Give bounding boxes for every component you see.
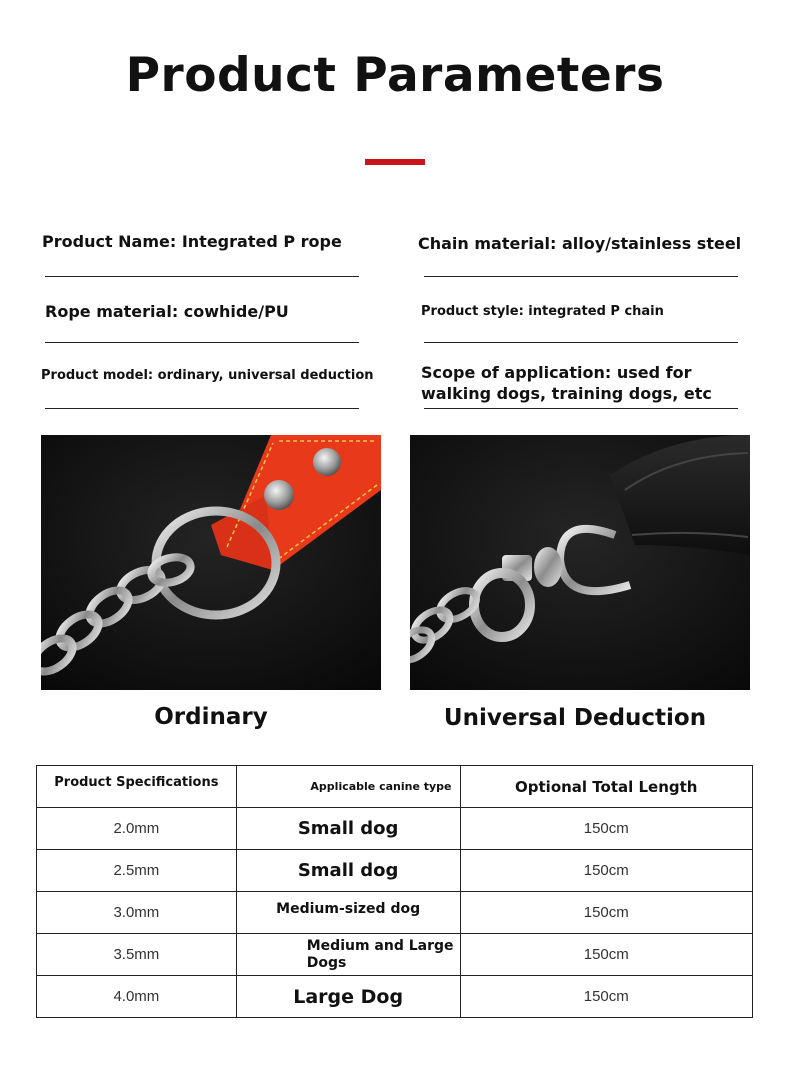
title-accent-bar xyxy=(365,159,425,165)
canine-type-cell: Medium and Large Dogs xyxy=(236,934,460,976)
param-scope: Scope of application: used for walking dogs, training dogs, etc xyxy=(421,363,712,403)
table-row xyxy=(37,976,753,1018)
spec-cell: 3.0mm xyxy=(37,892,237,934)
header-product-specifications: Product Specifications xyxy=(37,766,237,808)
table-row xyxy=(37,892,753,934)
header-applicable-canine-type: Applicable canine type xyxy=(236,766,460,808)
table-row xyxy=(37,850,753,892)
canine-type-cell: Medium-sized dog xyxy=(236,892,460,934)
divider xyxy=(45,408,359,409)
spec-cell: 2.5mm xyxy=(37,850,237,892)
spec-table xyxy=(36,765,753,1018)
length-cell: 150cm xyxy=(460,892,752,934)
canine-type-cell: Small dog xyxy=(236,808,460,850)
table-header-row xyxy=(37,766,753,808)
divider xyxy=(424,342,738,343)
spec-cell: 4.0mm xyxy=(37,976,237,1018)
divider xyxy=(45,342,359,343)
canine-type-cell: Large Dog xyxy=(236,976,460,1018)
param-rope-material: Rope material: cowhide/PU xyxy=(45,302,289,321)
spec-cell: 2.0mm xyxy=(37,808,237,850)
param-product-style: Product style: integrated P chain xyxy=(421,304,664,319)
length-cell: 150cm xyxy=(460,808,752,850)
divider xyxy=(45,276,359,277)
caption-ordinary: Ordinary xyxy=(154,704,268,730)
ordinary-leash-photo xyxy=(41,435,381,690)
param-chain-material: Chain material: alloy/stainless steel xyxy=(418,234,742,253)
length-cell: 150cm xyxy=(460,850,752,892)
param-product-model: Product model: ordinary, universal deduction xyxy=(41,368,374,383)
length-cell: 150cm xyxy=(460,934,752,976)
caption-universal-deduction: Universal Deduction xyxy=(443,705,707,731)
canine-type-cell: Small dog xyxy=(236,850,460,892)
table-row xyxy=(37,808,753,850)
param-product-name: Product Name: Integrated P rope xyxy=(42,232,342,251)
spec-cell: 3.5mm xyxy=(37,934,237,976)
header-optional-total-length: Optional Total Length xyxy=(460,766,752,808)
divider xyxy=(424,408,738,409)
page-title: Product Parameters xyxy=(125,48,665,103)
divider xyxy=(424,276,738,277)
length-cell: 150cm xyxy=(460,976,752,1018)
table-row xyxy=(37,934,753,976)
universal-deduction-leash-photo xyxy=(410,435,750,690)
